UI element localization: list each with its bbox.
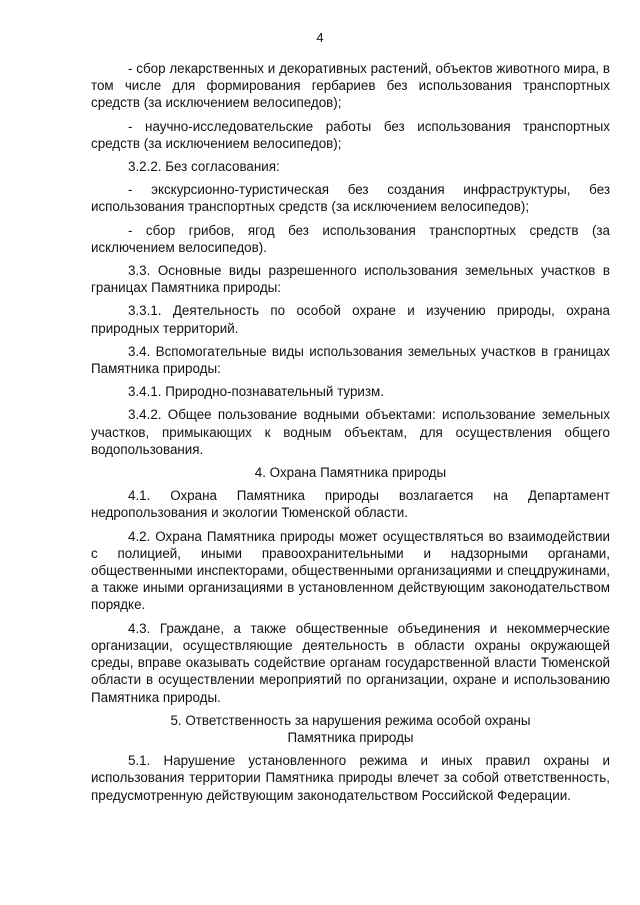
paragraph-3-4: 3.4. Вспомогательные виды использования земельных участков в границах Памятника природы: bbox=[91, 343, 610, 377]
paragraph-4-3: 4.3. Граждане, а также общественные объединения и некоммерческие организации, осуществляющие деятельность в области охраны окружающей среды, вправе оказывать содействие органам государственной власти Тюменской области в осуществлении мероприятий по организации, охране и использованию Памятника природы. bbox=[91, 620, 610, 705]
paragraph-4-2: 4.2. Охрана Памятника природы может осуществляться во взаимодействии с полицией, иными правоохранительными и надзорными органами, общественными инспекторами, общественными организациями и спецдружинами, а также иными организациями в установленном действующим законодательством порядке. bbox=[91, 528, 610, 613]
section-heading-5-line2: Памятника природы bbox=[287, 729, 414, 745]
paragraph-3-4-1: 3.4.1. Природно-познавательный туризм. bbox=[128, 384, 384, 400]
paragraph-collecting-mushrooms: - сбор грибов, ягод без использования транспортных средств (за исключением велосипедов). bbox=[91, 222, 610, 255]
paragraph-excursion-tourism: - экскурсионно-туристическая без создания инфраструктуры, без использования транспортных средств (за исключением велосипедов); bbox=[91, 182, 610, 215]
paragraph-collecting-plants: - сбор лекарственных и декоративных растений, объектов животного мира, в том числе для формирования гербариев без использования транспортных средств (за исключением велосипедов); bbox=[91, 61, 610, 111]
paragraph-4-1: 4.1. Охрана Памятника природы возлагается на Департамент недропользования и экологии Тюменской области. bbox=[91, 488, 610, 521]
section-heading-5-line1: 5. Ответственность за нарушения режима особой охраны bbox=[170, 712, 531, 728]
paragraph-3-3: 3.3. Основные виды разрешенного использования земельных участков в границах Памятника природы: bbox=[91, 263, 610, 296]
section-heading-4: 4. Охрана Памятника природы bbox=[254, 465, 447, 481]
paragraph-3-3-1: 3.3.1. Деятельность по особой охране и изучению природы, охрана природных территорий. bbox=[91, 303, 610, 336]
document-body bbox=[91, 60, 610, 810]
paragraph-3-2-2: 3.2.2. Без согласования: bbox=[128, 159, 280, 175]
paragraph-3-4-2: 3.4.2. Общее пользование водными объектами: использование земельных участков, примыкающих к водным объектам, для осуществления общего водопользования. bbox=[91, 407, 610, 457]
paragraph-research-works: - научно-исследовательские работы без использования транспортных средств (за исключением велосипедов); bbox=[91, 118, 610, 151]
section-heading-5 bbox=[91, 712, 610, 746]
page-number: 4 bbox=[316, 30, 324, 45]
paragraph-5-1: 5.1. Нарушение установленного режима и иных правил охраны и использования территории Памятника природы влечет за собой ответственность, предусмотренную действующим законодательством Российской Федерации. bbox=[91, 753, 610, 803]
